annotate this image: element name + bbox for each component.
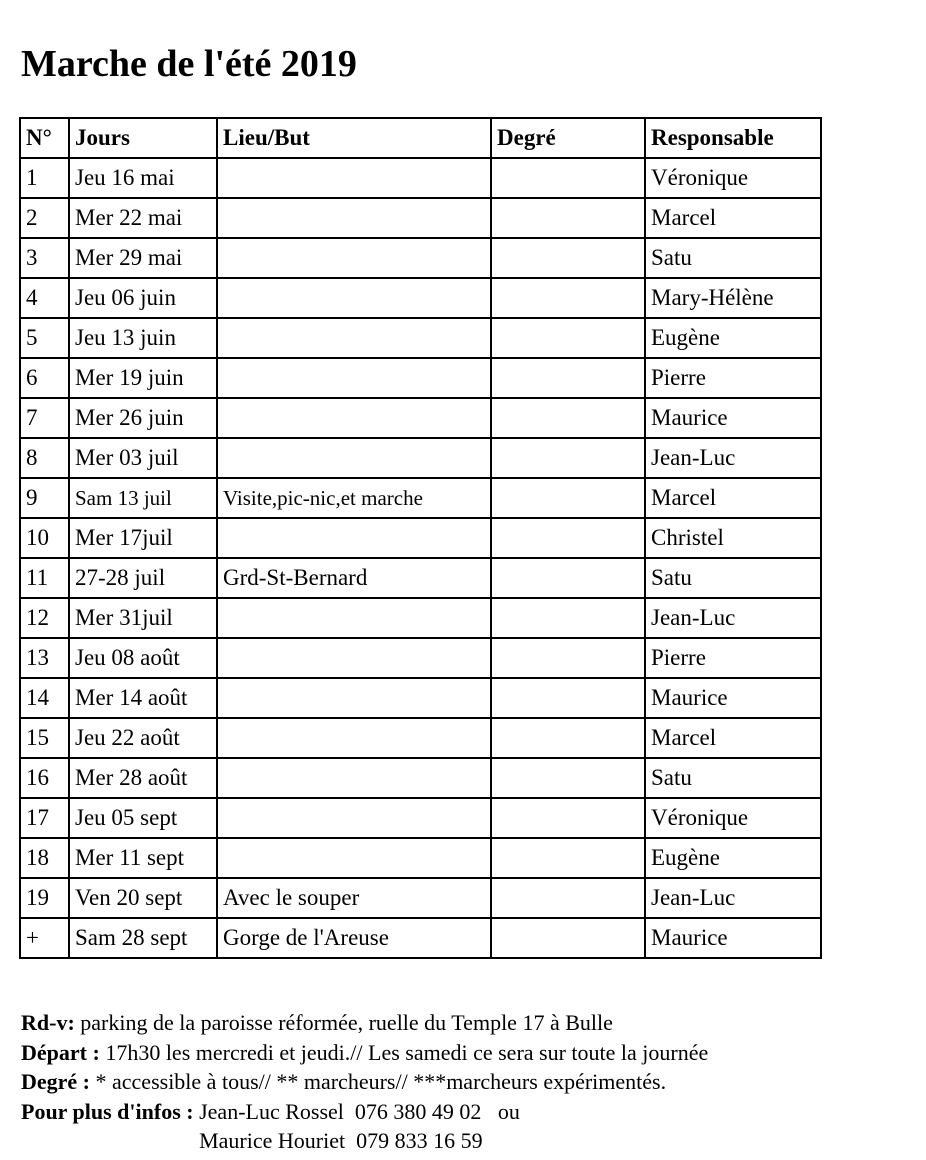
- cell-responsable: Pierre: [645, 358, 821, 398]
- cell-num: 17: [20, 798, 69, 838]
- cell-lieu-but: [217, 598, 491, 638]
- cell-lieu-but: [217, 278, 491, 318]
- rdv-label: Rd-v:: [21, 1010, 75, 1035]
- cell-jour: Mer 28 août: [69, 758, 217, 798]
- cell-num: 7: [20, 398, 69, 438]
- degre-text: * accessible à tous// ** marcheurs// ***marcheurs expérimentés.: [90, 1069, 667, 1094]
- table-body: [20, 158, 821, 958]
- cell-jour: Jeu 05 sept: [69, 798, 217, 838]
- cell-degre: [491, 318, 645, 358]
- cell-responsable: Maurice: [645, 918, 821, 958]
- cell-degre: [491, 558, 645, 598]
- cell-responsable: Véronique: [645, 798, 821, 838]
- header-jours: Jours: [69, 118, 217, 158]
- cell-responsable: Marcel: [645, 718, 821, 758]
- cell-num: 4: [20, 278, 69, 318]
- cell-lieu-but: [217, 198, 491, 238]
- cell-jour: Mer 11 sept: [69, 838, 217, 878]
- header-num: N°: [20, 118, 69, 158]
- depart-label: Départ :: [21, 1039, 100, 1065]
- cell-lieu-but: Grd-St-Bernard: [217, 558, 491, 598]
- cell-num: 2: [20, 198, 69, 238]
- cell-degre: [491, 718, 645, 758]
- cell-lieu-but: [217, 838, 491, 878]
- cell-num: 13: [20, 638, 69, 678]
- cell-responsable: Pierre: [645, 638, 821, 678]
- cell-jour: Ven 20 sept: [69, 878, 217, 918]
- cell-responsable: Maurice: [645, 398, 821, 438]
- degre-label: Degré :: [21, 1069, 91, 1094]
- table-row: [20, 358, 821, 398]
- cell-degre: [491, 758, 645, 798]
- rdv-line: [21, 1008, 911, 1038]
- cell-jour: Sam 13 juil: [69, 478, 217, 518]
- cell-lieu-but: [217, 358, 491, 398]
- cell-degre: [491, 158, 645, 198]
- cell-lieu-but: Avec le souper: [217, 878, 491, 918]
- cell-degre: [491, 358, 645, 398]
- cell-degre: [491, 478, 645, 518]
- table-row: [20, 318, 821, 358]
- cell-num: 1: [20, 158, 69, 198]
- infos-line: [21, 1097, 911, 1156]
- cell-num: 3: [20, 238, 69, 278]
- cell-degre: [491, 678, 645, 718]
- cell-degre: [491, 878, 645, 918]
- cell-num: 16: [20, 758, 69, 798]
- cell-jour: Mer 31juil: [69, 598, 217, 638]
- cell-responsable: Christel: [645, 518, 821, 558]
- cell-responsable: Maurice: [645, 678, 821, 718]
- cell-responsable: Mary-Hélène: [645, 278, 821, 318]
- cell-degre: [491, 918, 645, 958]
- cell-num: 18: [20, 838, 69, 878]
- cell-jour: Mer 26 juin: [69, 398, 217, 438]
- schedule-table: [19, 117, 822, 959]
- contact-jean-luc: Jean-Luc Rossel 076 380 49 02 ou: [193, 1098, 520, 1124]
- cell-degre: [491, 638, 645, 678]
- table-row: [20, 918, 821, 958]
- footer-notes: [21, 1008, 911, 1156]
- cell-lieu-but: [217, 758, 491, 798]
- cell-jour: Mer 14 août: [69, 678, 217, 718]
- cell-degre: [491, 518, 645, 558]
- cell-jour: Jeu 13 juin: [69, 318, 217, 358]
- table-row: [20, 198, 821, 238]
- cell-responsable: Jean-Luc: [645, 878, 821, 918]
- cell-jour: Jeu 06 juin: [69, 278, 217, 318]
- cell-jour: Mer 29 mai: [69, 238, 217, 278]
- table-row: [20, 718, 821, 758]
- cell-responsable: Satu: [645, 758, 821, 798]
- contact-maurice: Maurice Houriet 079 833 16 59: [193, 1128, 483, 1153]
- rdv-text: parking de la paroisse réformée, ruelle du Temple 17 à Bulle: [74, 1010, 613, 1035]
- degre-line: [21, 1067, 911, 1097]
- cell-lieu-but: [217, 438, 491, 478]
- table-row: [20, 798, 821, 838]
- cell-jour: Mer 19 juin: [69, 358, 217, 398]
- cell-lieu-but: [217, 158, 491, 198]
- cell-degre: [491, 438, 645, 478]
- cell-lieu-but: [217, 318, 491, 358]
- table-row: [20, 518, 821, 558]
- cell-lieu-but: [217, 238, 491, 278]
- cell-num: 14: [20, 678, 69, 718]
- cell-num: 12: [20, 598, 69, 638]
- cell-jour: Mer 03 juil: [69, 438, 217, 478]
- cell-lieu-but: [217, 638, 491, 678]
- table-row: [20, 638, 821, 678]
- header-degre: Degré: [491, 118, 645, 158]
- cell-degre: [491, 238, 645, 278]
- cell-responsable: Jean-Luc: [645, 598, 821, 638]
- cell-degre: [491, 598, 645, 638]
- table-row: [20, 598, 821, 638]
- cell-lieu-but: Visite,pic-nic,et marche: [217, 478, 491, 518]
- contacts-block: [194, 1097, 520, 1156]
- cell-jour: Jeu 16 mai: [69, 158, 217, 198]
- table-row: [20, 558, 821, 598]
- cell-lieu-but: [217, 718, 491, 758]
- table-row: [20, 158, 821, 198]
- cell-jour: Sam 28 sept: [69, 918, 217, 958]
- cell-jour: Mer 17juil: [69, 518, 217, 558]
- cell-degre: [491, 838, 645, 878]
- cell-lieu-but: [217, 518, 491, 558]
- cell-num: +: [20, 918, 69, 958]
- cell-num: 9: [20, 478, 69, 518]
- depart-text: 17h30 les mercredi et jeudi.// Les samedi ce sera sur toute la journée: [99, 1039, 709, 1065]
- cell-responsable: Marcel: [645, 198, 821, 238]
- cell-responsable: Eugène: [645, 838, 821, 878]
- cell-jour: Mer 22 mai: [69, 198, 217, 238]
- table-row: [20, 878, 821, 918]
- table-row: [20, 478, 821, 518]
- cell-num: 15: [20, 718, 69, 758]
- cell-num: 10: [20, 518, 69, 558]
- cell-lieu-but: Gorge de l'Areuse: [217, 918, 491, 958]
- table-row: [20, 678, 821, 718]
- cell-responsable: Satu: [645, 558, 821, 598]
- table-row: [20, 398, 821, 438]
- cell-lieu-but: [217, 798, 491, 838]
- header-responsable: Responsable: [645, 118, 821, 158]
- cell-responsable: Marcel: [645, 478, 821, 518]
- page-title: Marche de l'été 2019: [21, 43, 357, 85]
- cell-degre: [491, 278, 645, 318]
- table-header-row: [20, 118, 821, 158]
- infos-label: Pour plus d'infos :: [21, 1098, 194, 1124]
- table-row: [20, 838, 821, 878]
- cell-num: 8: [20, 438, 69, 478]
- header-lieu-but: Lieu/But: [217, 118, 491, 158]
- table-row: [20, 758, 821, 798]
- cell-responsable: Satu: [645, 238, 821, 278]
- cell-num: 5: [20, 318, 69, 358]
- cell-responsable: Eugène: [645, 318, 821, 358]
- table-row: [20, 278, 821, 318]
- cell-jour: Jeu 22 août: [69, 718, 217, 758]
- cell-degre: [491, 398, 645, 438]
- cell-degre: [491, 798, 645, 838]
- table-row: [20, 238, 821, 278]
- depart-line: [21, 1038, 911, 1068]
- cell-responsable: Jean-Luc: [645, 438, 821, 478]
- cell-jour: Jeu 08 août: [69, 638, 217, 678]
- table-row: [20, 438, 821, 478]
- cell-jour: 27-28 juil: [69, 558, 217, 598]
- cell-degre: [491, 198, 645, 238]
- cell-responsable: Véronique: [645, 158, 821, 198]
- cell-num: 6: [20, 358, 69, 398]
- cell-num: 19: [20, 878, 69, 918]
- cell-lieu-but: [217, 678, 491, 718]
- cell-num: 11: [20, 558, 69, 598]
- cell-lieu-but: [217, 398, 491, 438]
